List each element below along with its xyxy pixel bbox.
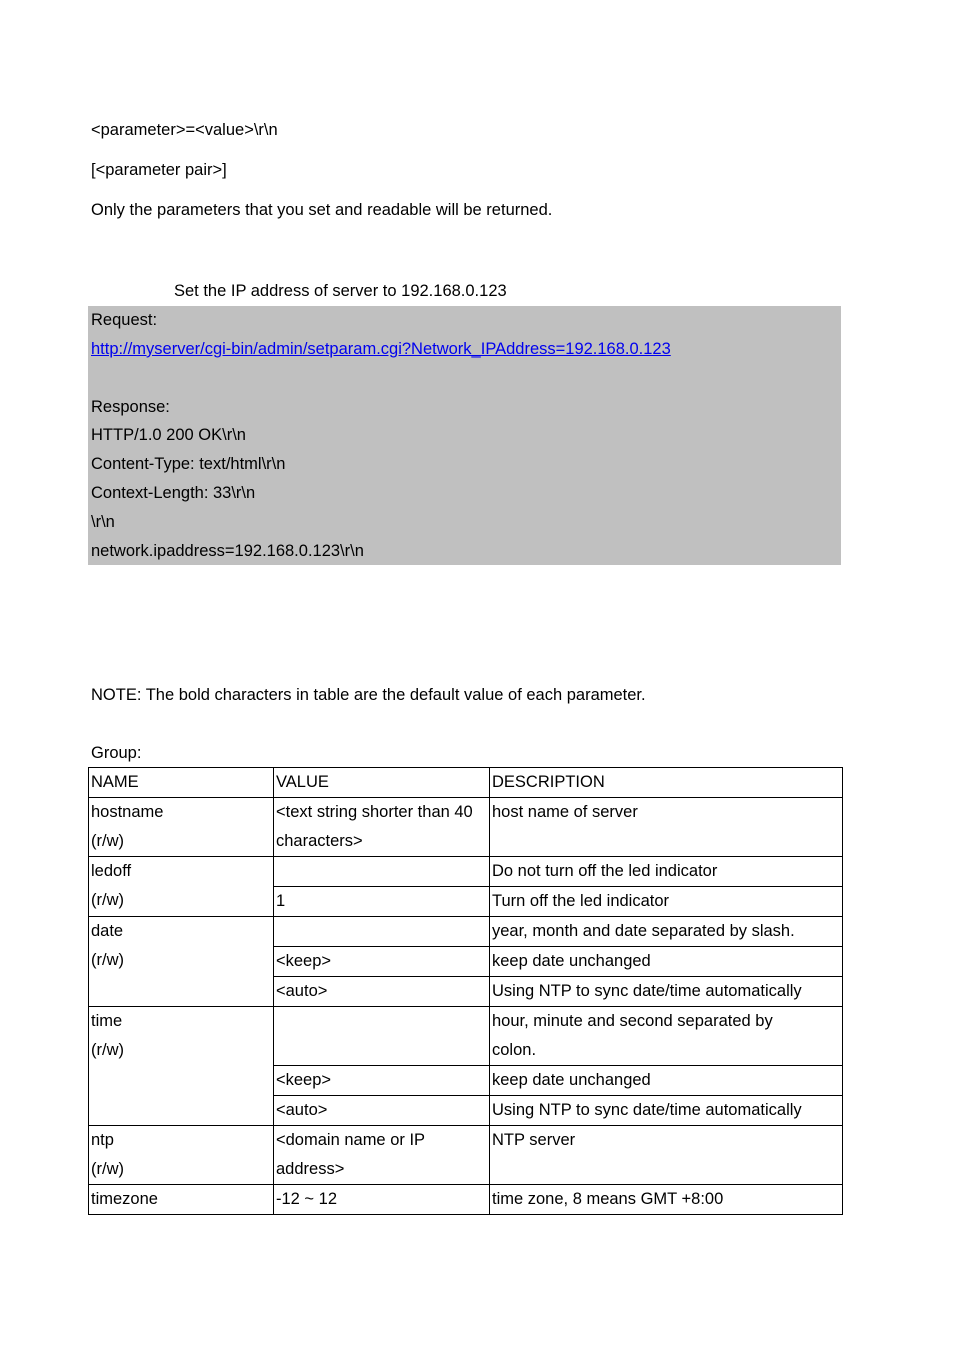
response-label: Response: [91,398,170,416]
param-access: (r/w) [91,1160,124,1178]
response-line: \r\n [91,513,115,531]
syntax-line-parameter-value: <parameter>=<value>\r\n [91,121,278,139]
param-value: -12 ~ 12 [274,1185,490,1215]
param-name: hostname [91,803,164,821]
table-row [89,1185,843,1215]
table-row [89,857,843,887]
table-row [89,798,843,857]
param-value: <domain name or IP [276,1131,426,1149]
param-name-cell [89,798,274,857]
table-header-row [89,768,843,798]
note-text: NOTE: The bold characters in table are the default value of each parameter. [91,686,646,704]
param-description: keep date unchanged [490,947,843,977]
param-description: year, month and date separated by slash. [490,917,843,947]
param-name-cell [89,917,274,1007]
response-line: HTTP/1.0 200 OK\r\n [91,426,246,444]
header-value: VALUE [274,768,490,798]
param-value: <keep> [274,947,490,977]
request-url-link[interactable]: http://myserver/cgi-bin/admin/setparam.cgi?Network_IPAddress=192.168.0.123 [91,340,671,358]
param-description: Using NTP to sync date/time automatically [490,1096,843,1126]
param-description: colon. [492,1041,537,1059]
param-value: <text string shorter than 40 [276,803,473,821]
example-caption: Set the IP address of server to 192.168.0.123 [174,282,507,300]
param-description: Turn off the led indicator [490,887,843,917]
syntax-description: Only the parameters that you set and readable will be returned. [91,201,553,219]
request-label: Request: [91,311,158,329]
param-value: <auto> [274,977,490,1007]
param-name: timezone [89,1185,274,1215]
param-access: (r/w) [91,951,124,969]
param-value: address> [276,1160,345,1178]
syntax-line-parameter-pair: [<parameter pair>] [91,161,227,179]
param-description-cell [490,1007,843,1066]
param-description: Do not turn off the led indicator [490,857,843,887]
param-name-cell [89,1126,274,1185]
param-name: ledoff [91,862,132,880]
table-row [89,917,843,947]
table-row [89,1126,843,1185]
param-value: characters> [276,832,363,850]
header-name: NAME [89,768,274,798]
header-description: DESCRIPTION [490,768,843,798]
parameter-table [88,767,843,1215]
param-description: host name of server [490,798,843,857]
param-name: ntp [91,1131,114,1149]
param-name-cell [89,1007,274,1126]
group-label: Group: [91,744,142,762]
param-access: (r/w) [91,1041,124,1059]
param-value [274,1007,490,1066]
example-code-box [88,306,841,565]
param-value [274,857,490,887]
param-description: keep date unchanged [490,1066,843,1096]
param-name: time [91,1012,123,1030]
param-description: hour, minute and second separated by [492,1012,773,1030]
table-row [89,1007,843,1066]
param-description: Using NTP to sync date/time automatically [490,977,843,1007]
param-value [274,917,490,947]
param-description: NTP server [490,1126,843,1185]
param-value: <keep> [274,1066,490,1096]
param-access: (r/w) [91,891,124,909]
param-name: date [91,922,124,940]
param-value: <auto> [274,1096,490,1126]
param-value-cell [274,1126,490,1185]
param-access: (r/w) [91,832,124,850]
param-value: 1 [274,887,490,917]
param-value-cell [274,798,490,857]
param-name-cell [89,857,274,917]
response-line: Content-Type: text/html\r\n [91,455,286,473]
response-line: network.ipaddress=192.168.0.123\r\n [91,542,364,560]
response-line: Context-Length: 33\r\n [91,484,256,502]
param-description: time zone, 8 means GMT +8:00 [490,1185,843,1215]
